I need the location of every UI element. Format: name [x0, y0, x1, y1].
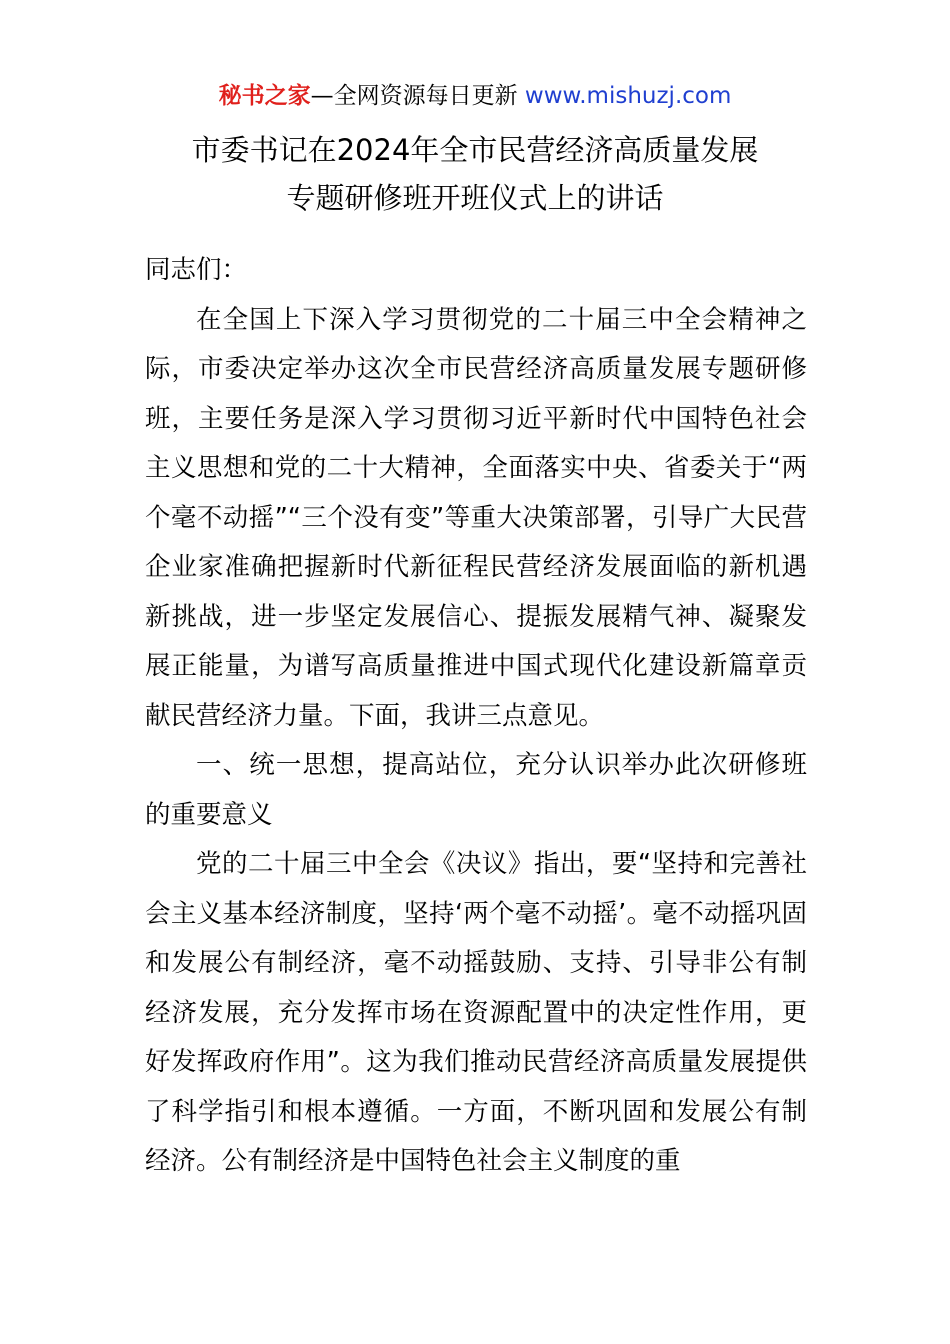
paragraph-section-1: 党的二十届三中全会《决议》指出，要“坚持和完善社会主义基本经济制度，坚持‘两个毫不动摇’。毫不动摇巩固和发展公有制经济，毫不动摇鼓励、支持、引导非公有制经济发展，充分发挥市场在资源配置中的决定性作用，更好发挥政府作用”。这为我们推动民营经济高质量发展提供了科学指引和根本遵循。一方面，不断巩固和发展公有制经济。公有制经济是中国特色社会主义制度的重 [145, 849, 807, 1176]
document-body [145, 246, 807, 1187]
brand-name: 秘书之家 [218, 83, 311, 109]
title-line-1: 市委书记在2024年全市民营经济高质量发展 [191, 133, 759, 167]
site-url-link[interactable]: www.mishuzj.com [524, 83, 732, 109]
title-line-2: 专题研修班开班仪式上的讲话 [286, 181, 664, 215]
document-title [0, 126, 950, 222]
site-header-banner [0, 80, 950, 112]
paragraph-intro: 在全国上下深入学习贯彻党的二十届三中全会精神之际，市委决定举办这次全市民营经济高质量发展专题研修班，主要任务是深入学习贯彻习近平新时代中国特色社会主义思想和党的二十大精神，全面落实中央、省委关于“两个毫不动摇”“三个没有变”等重大决策部署，引导广大民营企业家准确把握新时代新征程民营经济发展面临的新机遇新挑战，进一步坚定发展信心、提振发展精气神、凝聚发展正能量，为谱写高质量推进中国式现代化建设新篇章贡献民营经济力量。下面，我讲三点意见。 [145, 304, 807, 731]
salutation: 同志们： [145, 255, 248, 285]
header-tagline: —全网资源每日更新 [310, 83, 525, 109]
section-heading-1: 一、统一思想，提高站位，充分认识举办此次研修班的重要意义 [145, 750, 807, 830]
